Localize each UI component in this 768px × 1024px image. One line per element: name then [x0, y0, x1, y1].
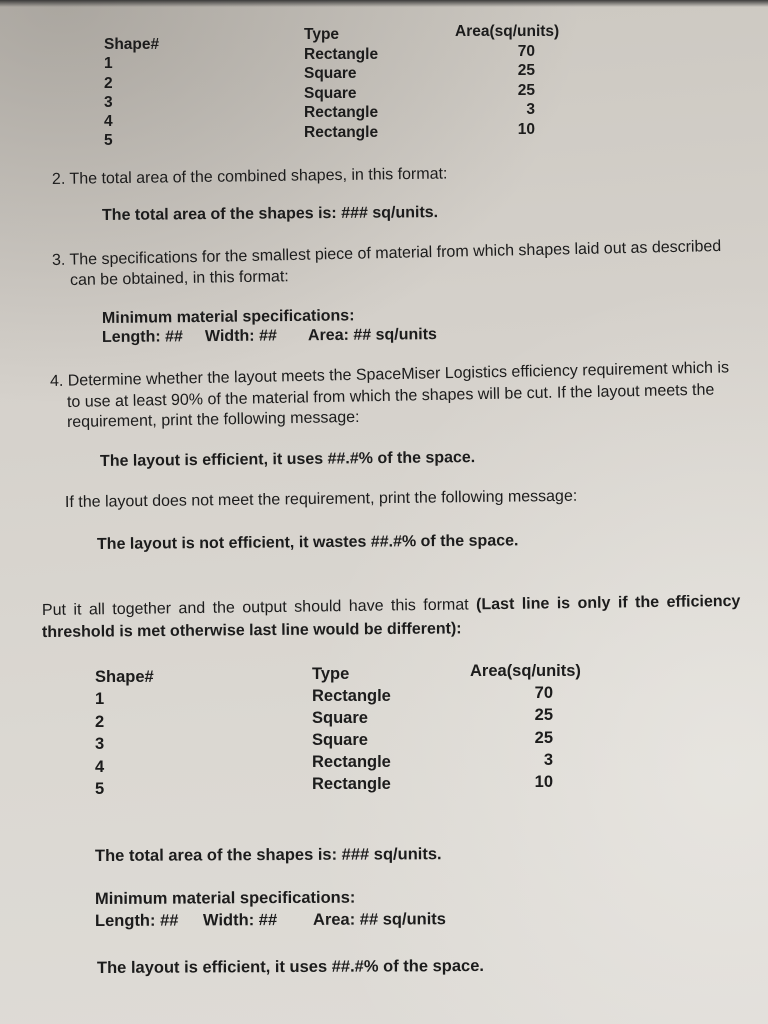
shape-area-column — [455, 22, 559, 140]
instruction-3-line-2: can be obtained, in this format: — [69, 268, 289, 289]
shape-area-values — [455, 42, 535, 140]
spec-width: Width: ## — [202, 911, 278, 930]
summary-line-1 — [42, 592, 741, 621]
shape-type-cell: Rectangle — [312, 687, 391, 705]
otherwise-instruction: If the layout does not meet the requirement, print the following message: — [64, 487, 578, 511]
spec-area: Area: ## sq/units — [307, 326, 437, 345]
shape-type-cell: Rectangle — [304, 104, 379, 122]
summary-note-2: threshold is met otherwise last line would be different): — [41, 620, 462, 641]
shape-area-cell: 25 — [517, 81, 535, 99]
shape-area-cell: 3 — [543, 750, 553, 769]
spec-length: Length: ## — [101, 328, 183, 346]
shape-type-cell: Rectangle — [304, 123, 379, 141]
shape-number-cell: 5 — [95, 780, 105, 799]
instruction-4-line-2: to use at least 90% of the material from which the shapes will be cut. If the layout meets the — [66, 381, 715, 411]
min-material-spec-title: Minimum material specifications: — [101, 307, 355, 327]
shape-type-cell: Square — [312, 709, 368, 727]
shape-area-cell: 3 — [526, 101, 535, 119]
shape-type-header: Type — [304, 26, 340, 43]
shape-number-cell: 2 — [104, 74, 113, 92]
output-total-area: The total area of the shapes is: ### sq/units. — [94, 845, 442, 865]
shape-type-header: Type — [312, 665, 350, 683]
shape-number-cell: 1 — [104, 55, 113, 73]
shape-type-cell: Square — [304, 84, 357, 102]
output-shape-type-column — [312, 663, 391, 795]
shape-type-column — [304, 25, 378, 143]
output-shape-number-column — [95, 666, 154, 800]
total-area-format: The total area of the shapes is: ### sq/units. — [101, 204, 439, 224]
shape-area-cell: 70 — [517, 42, 535, 60]
shape-area-cell: 10 — [517, 120, 535, 138]
shape-number-header: Shape# — [104, 36, 160, 53]
shape-area-header: Area(sq/units) — [470, 662, 581, 680]
shape-area-cell: 25 — [517, 62, 535, 80]
spec-length: Length: ## — [94, 911, 179, 930]
min-material-spec-line — [102, 325, 437, 348]
instruction-3-line-1: 3. The specifications for the smallest piece of material from which shapes laid out as described — [51, 237, 722, 269]
efficient-message: The layout is efficient, it uses ##.#% of the space. — [99, 449, 476, 470]
instruction-2: 2. The total area of the combined shapes, in this format: — [51, 165, 448, 188]
output-efficiency-message: The layout is efficient, it uses ##.#% of the space. — [96, 956, 484, 977]
shape-area-cell: 70 — [534, 684, 553, 703]
instruction-4-line-1: 4. Determine whether the layout meets the SpaceMiser Logistics efficiency requirement which is — [49, 359, 730, 390]
shape-type-cell: Square — [312, 731, 368, 749]
shape-type-cell: Rectangle — [304, 45, 379, 63]
shape-type-cell: Rectangle — [312, 753, 391, 771]
shape-number-cell: 5 — [104, 132, 113, 150]
summary-note-1: (Last line is only if the efficiency — [476, 592, 741, 614]
shape-number-header: Shape# — [95, 668, 154, 686]
shape-number-cell: 2 — [95, 712, 105, 731]
shape-area-cell: 10 — [534, 773, 553, 792]
shape-type-cell: Square — [304, 65, 357, 83]
inefficient-message: The layout is not efficient, it wastes ##.#% of the space. — [96, 532, 519, 553]
spec-width: Width: ## — [204, 327, 277, 346]
output-spec-title: Minimum material specifications: — [94, 888, 356, 908]
shape-area-cell: 25 — [534, 728, 553, 747]
shape-area-cell: 25 — [534, 706, 553, 725]
shape-number-cell: 4 — [95, 757, 105, 776]
shape-type-cell: Rectangle — [312, 775, 391, 793]
summary-intro: Put it all together and the output should have this format — [41, 596, 469, 619]
output-spec-line — [95, 909, 446, 931]
shape-number-cell: 3 — [95, 735, 105, 754]
shape-area-header: Area(sq/units) — [455, 23, 560, 40]
instruction-4-line-3: requirement, print the following message: — [66, 408, 360, 431]
shape-number-column — [104, 35, 159, 151]
shape-area-values — [470, 682, 553, 793]
output-shape-area-column — [470, 660, 581, 793]
shape-number-cell: 1 — [95, 690, 105, 709]
shape-number-cell: 4 — [104, 113, 113, 131]
shape-number-cell: 3 — [104, 93, 113, 111]
spec-area: Area: ## sq/units — [312, 910, 447, 929]
